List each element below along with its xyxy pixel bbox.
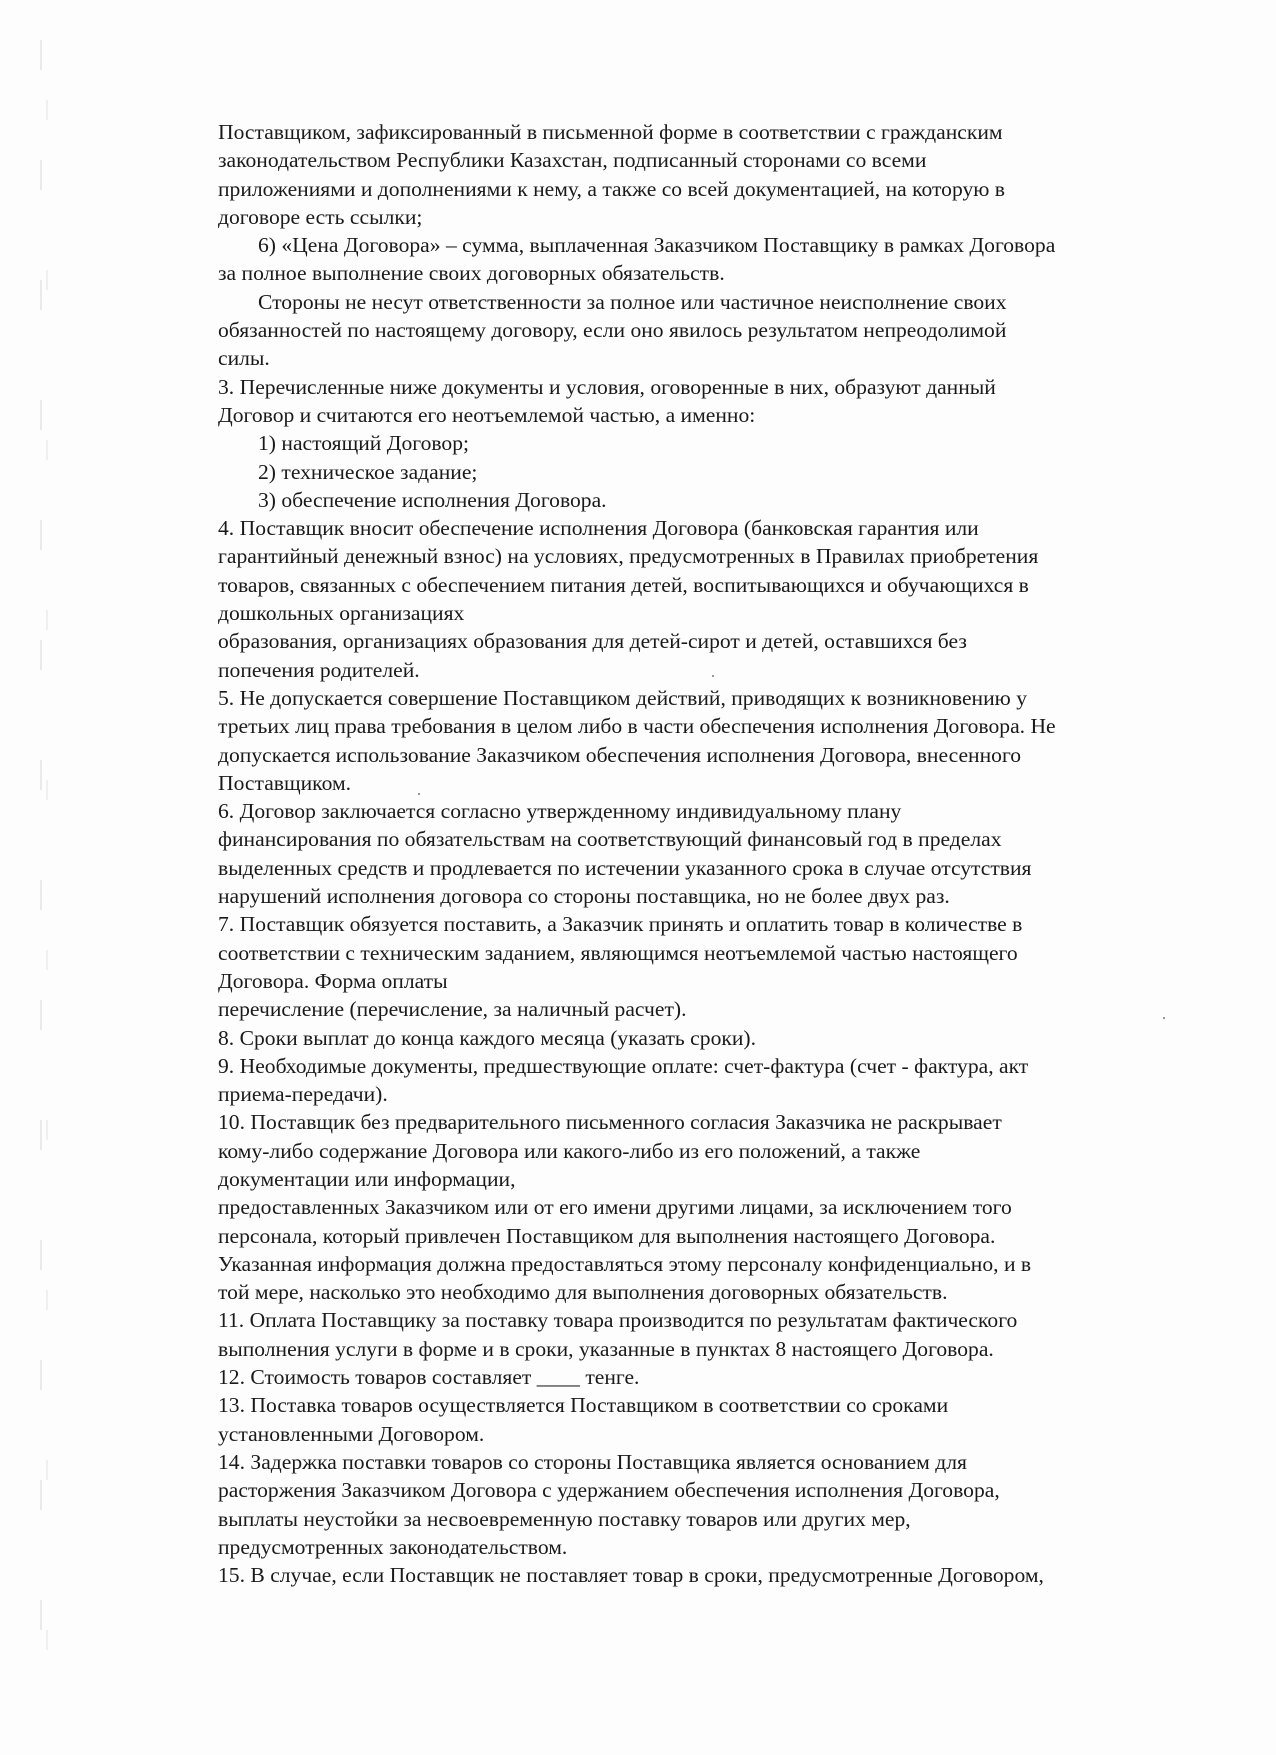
text-line: Поставщиком. — [218, 770, 352, 795]
text-line: за полное выполнение своих договорных обязательств. — [218, 261, 725, 286]
text-line: допускается использование Заказчиком обеспечения исполнения Договора, внесенного — [218, 742, 1022, 767]
text-line: 6) «Цена Договора» – сумма, выплаченная Заказчиком Поставщику в рамках Договора — [258, 233, 1056, 258]
scan-edge-artifact — [40, 40, 42, 1720]
text-line: предоставленных Заказчиком или от его имени другими лицами, за исключением того — [218, 1195, 1012, 1220]
text-line: 10. Поставщик без предварительного письменного согласия Заказчика не раскрывает — [218, 1110, 1002, 1135]
text-line: приложениями и дополнениями к нему, а также со всей документацией, на которую в — [218, 176, 1005, 201]
text-line: выполнения услуги в форме и в сроки, указанные в пунктах 8 настоящего Договора. — [218, 1336, 994, 1361]
text-line: 5. Не допускается совершение Поставщиком действий, приводящих к возникновению у — [218, 685, 1027, 710]
text-line: Договор и считаются его неотъемлемой частью, а именно: — [218, 402, 756, 427]
text-line: 3) обеспечение исполнения Договора. — [258, 487, 607, 512]
text-line: образования, организациях образования для детей-сирот и детей, оставшихся без — [218, 629, 967, 654]
document-body — [218, 118, 1208, 1589]
text-line: 15. В случае, если Поставщик не поставляет товар в сроки, предусмотренные Договором, — [218, 1563, 1044, 1588]
text-line: перечисление (перечисление, за наличный расчет). — [218, 997, 687, 1022]
text-line: силы. — [218, 346, 270, 371]
text-line: договоре есть ссылки; — [218, 204, 423, 229]
text-line: расторжения Заказчиком Договора с удержанием обеспечения исполнения Договора, — [218, 1478, 1000, 1503]
text-line: 9. Необходимые документы, предшествующие оплате: счет-фактура (счет - фактура, акт — [218, 1053, 1029, 1078]
text-line: 4. Поставщик вносит обеспечение исполнения Договора (банковская гарантия или — [218, 516, 979, 541]
text-line: 3. Перечисленные ниже документы и условия, оговоренные в них, образуют данный — [218, 374, 996, 399]
text-line: нарушений исполнения договора со стороны поставщика, но не более двух раз. — [218, 884, 950, 909]
text-line: 6. Договор заключается согласно утвержденному индивидуальному плану — [218, 799, 902, 824]
text-line: той мере, насколько это необходимо для выполнения договорных обязательств. — [218, 1280, 948, 1305]
scan-edge-artifact — [46, 40, 48, 1720]
text-line: 1) настоящий Договор; — [258, 431, 470, 456]
text-line: Стороны не несут ответственности за полное или частичное неисполнение своих — [258, 289, 1007, 314]
text-line: попечения родителей. — [218, 657, 420, 682]
text-line: Договора. Форма оплаты — [218, 968, 448, 993]
text-line: финансирования по обязательствам на соответствующий финансовый год в пределах — [218, 827, 1002, 852]
text-line: документации или информации, — [218, 1166, 516, 1191]
text-line: дошкольных организациях — [218, 601, 465, 626]
text-line: 7. Поставщик обязуется поставить, а Заказчик принять и оплатить товар в количестве в — [218, 912, 1023, 937]
text-line: предусмотренных законодательством. — [218, 1534, 568, 1559]
text-line: установленными Договором. — [218, 1421, 485, 1446]
text-line: 13. Поставка товаров осуществляется Поставщиком в соответствии со сроками — [218, 1393, 949, 1418]
text-line: соответствии с техническим заданием, являющимся неотъемлемой частью настоящего — [218, 940, 1018, 965]
text-line: гарантийный денежный взнос) на условиях, предусмотренных в Правилах приобретения — [218, 544, 1039, 569]
text-line: 12. Стоимость товаров составляет ____ тенге. — [218, 1365, 640, 1390]
text-line: выделенных средств и продлевается по истечении указанного срока в случае отсутствия — [218, 855, 1032, 880]
text-line: товаров, связанных с обеспечением питания детей, воспитывающихся и обучающихся в — [218, 572, 1029, 597]
text-line: законодательством Республики Казахстан, подписанный сторонами со всеми — [218, 148, 927, 173]
text-line: 2) техническое задание; — [258, 459, 478, 484]
text-line: Поставщиком, зафиксированный в письменной форме в соответствии с гражданским — [218, 120, 1003, 144]
text-line: 14. Задержка поставки товаров со стороны Поставщика является основанием для — [218, 1449, 967, 1474]
text-line: 11. Оплата Поставщику за поставку товара производится по результатам фактического — [218, 1308, 1018, 1333]
text-line: выплаты неустойки за несвоевременную поставку товаров или других мер, — [218, 1506, 911, 1531]
text-line: Указанная информация должна предоставляться этому персоналу конфиденциально, и в — [218, 1251, 1032, 1276]
text-line: персонала, который привлечен Поставщиком для выполнения настоящего Договора. — [218, 1223, 996, 1248]
text-line: обязанностей по настоящему договору, если оно явилось результатом непреодолимой — [218, 318, 1007, 343]
text-line: приема-передачи). — [218, 1082, 388, 1107]
text-line: третьих лиц права требования в целом либо в части обеспечения исполнения Договора. Не — [218, 714, 1056, 739]
text-line: кому-либо содержание Договора или какого-либо из его положений, а также — [218, 1138, 921, 1163]
text-line: 8. Сроки выплат до конца каждого месяца (указать сроки). — [218, 1025, 756, 1050]
